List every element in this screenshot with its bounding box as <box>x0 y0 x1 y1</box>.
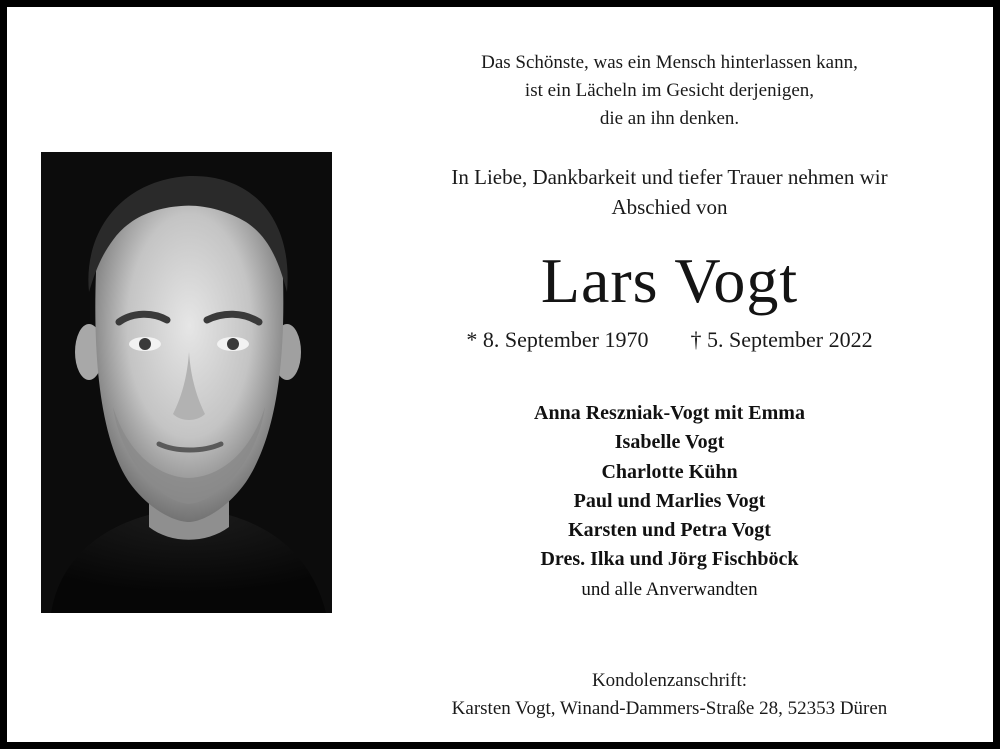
mourner-name: Isabelle Vogt <box>614 431 725 454</box>
condolence-address <box>392 667 947 723</box>
mourner-name: Paul und Marlies Vogt <box>573 489 766 512</box>
mourner-name: Karsten und Petra Vogt <box>568 519 771 542</box>
death-date: † 5. September 2022 <box>690 327 873 352</box>
farewell-intro <box>392 162 947 222</box>
portrait-image <box>41 152 332 613</box>
quote-line: Das Schönste, was ein Mensch hinterlassen kann, <box>481 52 858 73</box>
intro-line: In Liebe, Dankbarkeit und tiefer Trauer nehmen wir <box>451 165 888 189</box>
deceased-name: Lars Vogt <box>540 245 799 316</box>
intro-line: Abschied von <box>611 195 728 219</box>
quote-line: die an ihn denken. <box>599 108 740 129</box>
memorial-quote <box>392 49 947 133</box>
address-label: Kondolenzanschrift: <box>591 670 748 691</box>
mourners-list <box>392 399 947 604</box>
address-line: Karsten Vogt, Winand-Dammers-Straße 28, 52353 Düren <box>451 698 888 719</box>
life-dates <box>392 325 947 355</box>
portrait-photo <box>41 152 332 613</box>
quote-line: ist ein Lächeln im Gesicht derjenigen, <box>524 80 815 101</box>
mourner-name: Anna Reszniak-Vogt mit Emma <box>534 402 805 424</box>
mourners-others: und alle Anverwandten <box>581 578 758 600</box>
mourner-name: Charlotte Kühn <box>601 460 738 483</box>
birth-date: * 8. September 1970 <box>466 327 649 352</box>
mourner-name: Dres. Ilka und Jörg Fischböck <box>540 548 799 571</box>
